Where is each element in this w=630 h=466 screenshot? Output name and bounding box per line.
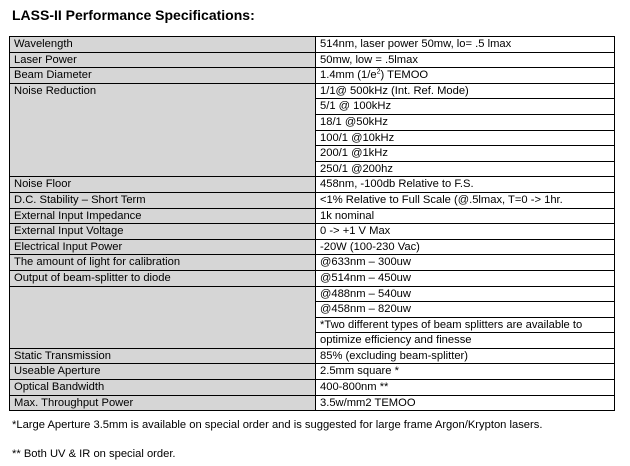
table-row xyxy=(10,364,615,380)
spec-value: 200/1 @1kHz xyxy=(316,146,615,162)
spec-label: Static Transmission xyxy=(10,348,316,364)
table-row xyxy=(10,239,615,255)
spec-value: @488nm – 540uw xyxy=(316,286,615,302)
spec-label: Useable Aperture xyxy=(10,364,316,380)
table-row xyxy=(10,255,615,271)
spec-value: 514nm, laser power 50mw, lo= .5 lmax xyxy=(316,37,615,53)
page-title: LASS-II Performance Specifications: xyxy=(12,7,255,23)
footnote-uv-ir: ** Both UV & IR on special order. xyxy=(12,448,176,460)
beam-diameter-exponent: 2 xyxy=(376,68,381,76)
spec-label: The amount of light for calibration xyxy=(10,255,316,271)
spec-label: Noise Floor xyxy=(10,177,316,193)
spec-label: External Input Impedance xyxy=(10,208,316,224)
table-row xyxy=(10,177,615,193)
spec-value: 50mw, low = .5lmax xyxy=(316,52,615,68)
spec-label: External Input Voltage xyxy=(10,224,316,240)
spec-label: Wavelength xyxy=(10,37,316,53)
spec-label: Noise Reduction xyxy=(10,83,316,177)
spec-value: 18/1 @50kHz xyxy=(316,114,615,130)
spec-value: -20W (100-230 Vac) xyxy=(316,239,615,255)
table-row xyxy=(10,208,615,224)
beam-diameter-prefix: 1.4mm (1/e xyxy=(320,69,377,82)
spec-value: 400-800nm ** xyxy=(316,380,615,396)
table-row xyxy=(10,270,615,286)
spec-value: 0 -> +1 V Max xyxy=(316,224,615,240)
table-row xyxy=(10,52,615,68)
spec-value: optimize efficiency and finesse xyxy=(316,333,615,349)
spec-value: 1/1@ 500kHz (Int. Ref. Mode) xyxy=(316,83,615,99)
spec-value xyxy=(316,68,615,84)
spec-value: 85% (excluding beam-splitter) xyxy=(316,348,615,364)
table-row xyxy=(10,83,615,99)
spec-value: 5/1 @ 100kHz xyxy=(316,99,615,115)
spec-label: Electrical Input Power xyxy=(10,239,316,255)
spec-label: Max. Throughput Power xyxy=(10,395,316,411)
table-row xyxy=(10,37,615,53)
spec-label xyxy=(10,286,316,348)
spec-label: Laser Power xyxy=(10,52,316,68)
spec-value: <1% Relative to Full Scale (@.5lmax, T=0 -> 1hr. xyxy=(316,192,615,208)
beam-diameter-suffix: ) TEMOO xyxy=(380,69,429,82)
spec-value: 458nm, -100db Relative to F.S. xyxy=(316,177,615,193)
spec-value: *Two different types of beam splitters are available to xyxy=(316,317,615,333)
spec-label: Beam Diameter xyxy=(10,68,316,84)
table-row xyxy=(10,348,615,364)
spec-label: D.C. Stability – Short Term xyxy=(10,192,316,208)
table-row xyxy=(10,286,615,302)
spec-value: 100/1 @10kHz xyxy=(316,130,615,146)
table-row xyxy=(10,380,615,396)
spec-value: @633nm – 300uw xyxy=(316,255,615,271)
spec-value: 3.5w/mm2 TEMOO xyxy=(316,395,615,411)
table-row xyxy=(10,192,615,208)
spec-value: 1k nominal xyxy=(316,208,615,224)
spec-value: 2.5mm square * xyxy=(316,364,615,380)
table-row xyxy=(10,68,615,84)
spec-value: @458nm – 820uw xyxy=(316,302,615,318)
spec-label: Optical Bandwidth xyxy=(10,380,316,396)
footnote-large-aperture: *Large Aperture 3.5mm is available on special order and is suggested for large frame Argon/Krypton lasers. xyxy=(12,419,543,431)
table-row xyxy=(10,395,615,411)
specifications-table xyxy=(9,36,615,411)
table-row xyxy=(10,224,615,240)
spec-label: Output of beam-splitter to diode xyxy=(10,270,316,286)
spec-value: @514nm – 450uw xyxy=(316,270,615,286)
spec-value: 250/1 @200hz xyxy=(316,161,615,177)
